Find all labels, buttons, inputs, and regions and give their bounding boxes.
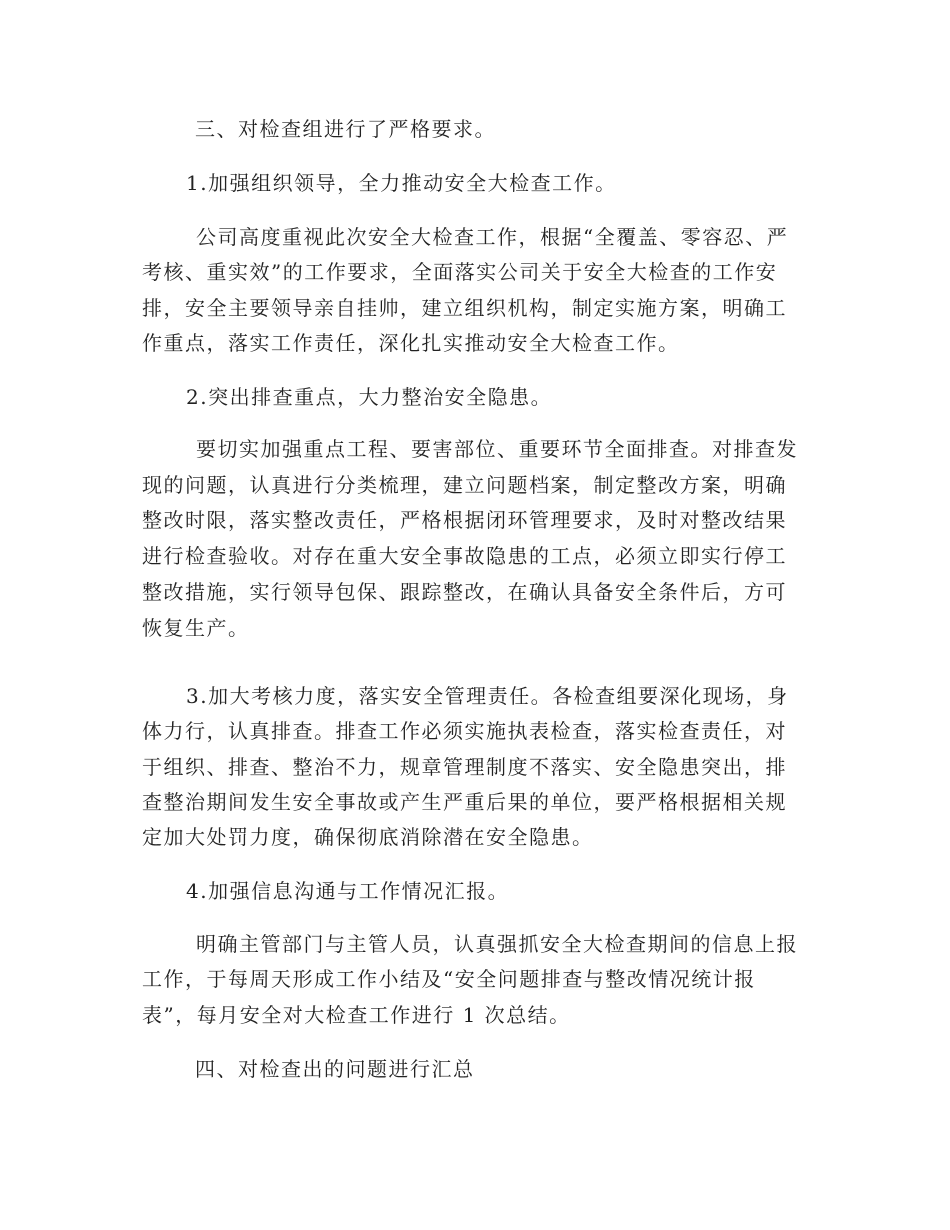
paragraph-4-line: 明确主管部门与主管人员，认真强抓安全大检查期间的信息上报 [196,932,798,956]
paragraph-2-line: 现的问题，认真进行分类梳理，建立问题档案，制定整改方案，明确 [142,473,787,497]
paragraph-3-line: 查整治期间发生安全事故或产生严重后果的单位，要严格根据相关规 [142,790,787,814]
paragraph-2-line: 进行检查验收。对存在重大安全事故隐患的工点，必须立即实行停工 [142,544,787,568]
paragraph-3-line: 定加大处罚力度，确保彻底消除潜在安全隐患。 [142,825,594,849]
paragraph-1-line: 公司高度重视此次安全大检查工作，根据“全覆盖、零容忍、严 [196,225,789,249]
paragraph-4-line: 表”，每月安全对大检查工作进行 1 次总结。 [142,1003,571,1027]
paragraph-1-line: 考核、重实效”的工作要求，全面落实公司关于安全大检查的工作安 [142,260,778,284]
paragraph-2-line: 恢复生产。 [142,616,250,640]
paragraph-4-line: 工作，于每周天形成工作小结及“安全问题排查与整改情况统计报 [142,967,756,991]
section-heading-3: 三、对检查组进行了严格要求。 [195,117,496,141]
paragraph-3-line: 于组织、排查、整治不力，规章管理制度不落实、安全隐患突出，排 [142,755,787,779]
paragraph-3-line: 3.加大考核力度，落实安全管理责任。各检查组要深化现场，身 [186,684,789,708]
subsection-title-2: 2.突出排查重点，大力整治安全隐患。 [186,385,553,409]
subsection-title-4: 4.加强信息沟通与工作情况汇报。 [186,879,510,903]
paragraph-2-line: 整改措施，实行领导包保、跟踪整改，在确认具备安全条件后，方可 [142,580,787,604]
section-heading-4: 四、对检查出的问题进行汇总 [195,1057,475,1081]
subsection-title-1: 1.加强组织领导，全力推动安全大检查工作。 [186,171,617,195]
paragraph-1-line: 排，安全主要领导亲自挂帅，建立组织机构，制定实施方案，明确工 [142,296,787,320]
paragraph-1-line: 作重点，落实工作责任，深化扎实推动安全大检查工作。 [142,331,680,355]
paragraph-3-line: 体力行，认真排查。排查工作必须实施执表检查，落实检查责任，对 [142,719,787,743]
paragraph-2-line: 要切实加强重点工程、要害部位、重要环节全面排查。对排查发 [196,437,798,461]
paragraph-2-line: 整改时限，落实整改责任，严格根据闭环管理要求，及时对整改结果 [142,508,787,532]
